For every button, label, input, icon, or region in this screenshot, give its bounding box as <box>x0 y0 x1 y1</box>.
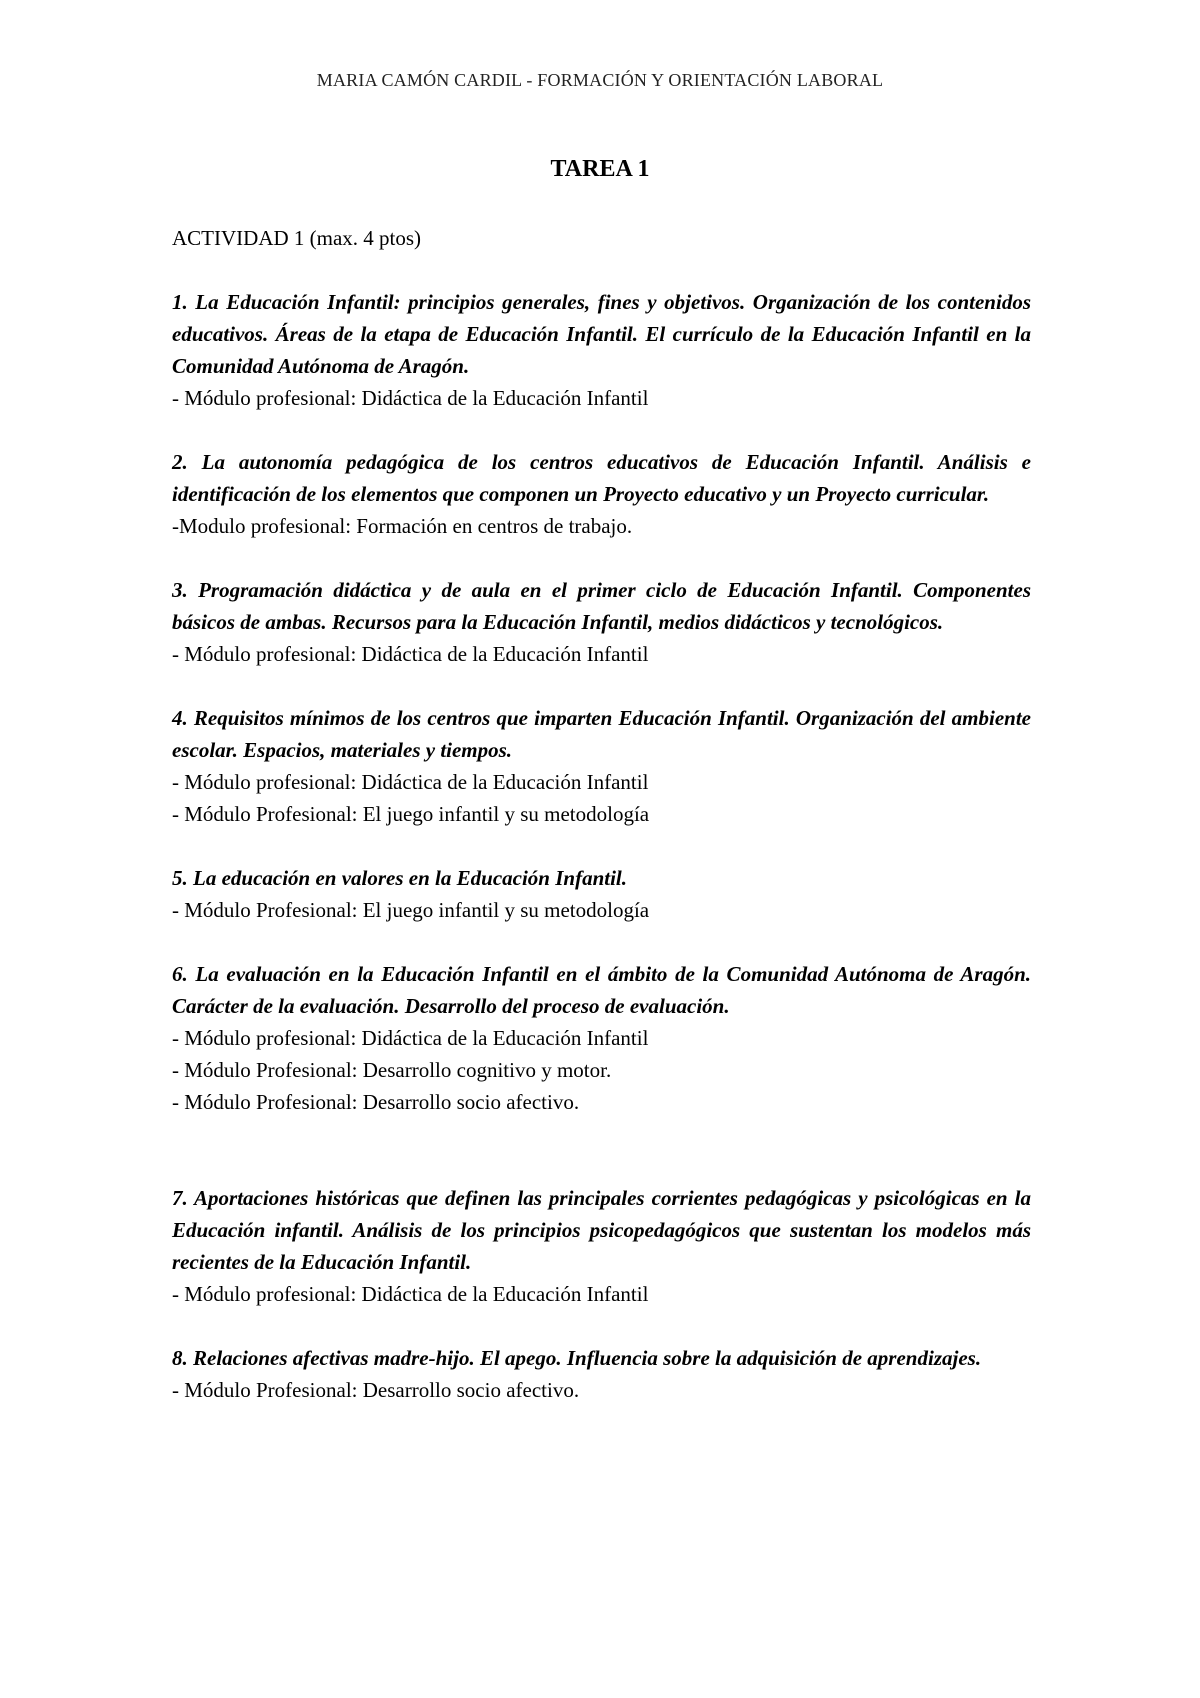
activity-heading: ACTIVIDAD 1 (max. 4 ptos) <box>172 226 422 250</box>
topic-title: 3. Programación didáctica y de aula en el primer ciclo de Educación Infantil. Componentes básicos de ambas. Recursos para la Educación Infantil, medios didácticos y tecnológicos. <box>172 578 1031 634</box>
module-line: - Módulo Profesional: Desarrollo cognitivo y motor. <box>172 1058 612 1082</box>
topic-2 <box>172 446 1031 542</box>
topic-7 <box>172 1182 1031 1310</box>
topic-4 <box>172 702 1031 830</box>
topic-1 <box>172 286 1031 414</box>
topic-title: 8. Relaciones afectivas madre-hijo. El apego. Influencia sobre la adquisición de aprendizajes. <box>172 1346 982 1370</box>
module-line: - Módulo profesional: Didáctica de la Educación Infantil <box>172 642 649 666</box>
topic-title: 1. La Educación Infantil: principios generales, fines y objetivos. Organización de los contenidos educativos. Áreas de la etapa de Educación Infantil. El currículo de la Educación Infantil en la Comunidad Autónoma de Aragón. <box>172 290 1031 378</box>
topic-title: 4. Requisitos mínimos de los centros que imparten Educación Infantil. Organización del ambiente escolar. Espacios, materiales y tiempos. <box>172 706 1031 762</box>
module-line: -Modulo profesional: Formación en centros de trabajo. <box>172 514 633 538</box>
page-title: TAREA 1 <box>550 156 650 182</box>
document-body <box>172 222 1031 1438</box>
topic-title: 6. La evaluación en la Educación Infantil en el ámbito de la Comunidad Autónoma de Aragón. Carácter de la evaluación. Desarrollo del proceso de evaluación. <box>172 962 1031 1018</box>
module-line: - Módulo Profesional: El juego infantil y su metodología <box>172 898 650 922</box>
module-line: - Módulo profesional: Didáctica de la Educación Infantil <box>172 770 649 794</box>
module-line: - Módulo profesional: Didáctica de la Educación Infantil <box>172 1026 649 1050</box>
page-header: MARIA CAMÓN CARDIL - FORMACIÓN Y ORIENTACIÓN LABORAL <box>316 70 884 90</box>
module-line: - Módulo profesional: Didáctica de la Educación Infantil <box>172 1282 649 1306</box>
module-line: - Módulo profesional: Didáctica de la Educación Infantil <box>172 386 649 410</box>
topic-3 <box>172 574 1031 670</box>
topic-8 <box>172 1342 1031 1406</box>
module-line: - Módulo Profesional: Desarrollo socio afectivo. <box>172 1090 580 1114</box>
module-line: - Módulo Profesional: Desarrollo socio afectivo. <box>172 1378 580 1402</box>
topic-6 <box>172 958 1031 1118</box>
topic-title: 2. La autonomía pedagógica de los centros educativos de Educación Infantil. Análisis e identificación de los elementos que componen un Proyecto educativo y un Proyecto curricular. <box>172 450 1031 506</box>
topic-title: 7. Aportaciones históricas que definen las principales corrientes pedagógicas y psicológicas en la Educación infantil. Análisis de los principios psicopedagógicos que sustentan los modelos más recientes de la Educación Infantil. <box>172 1186 1031 1274</box>
module-line: - Módulo Profesional: El juego infantil y su metodología <box>172 802 650 826</box>
topic-title: 5. La educación en valores en la Educación Infantil. <box>172 866 628 890</box>
topic-5 <box>172 862 1031 926</box>
